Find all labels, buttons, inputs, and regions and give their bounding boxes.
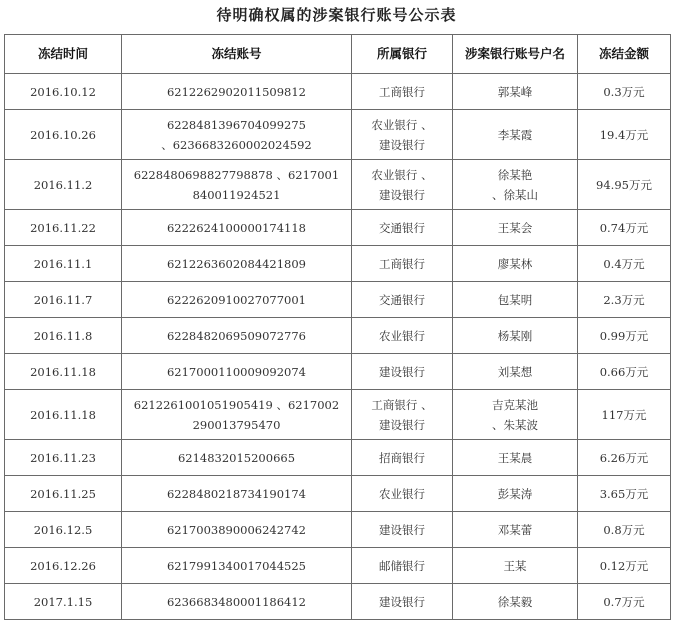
account-holder-cell	[453, 160, 578, 210]
frozen-accounts-table	[4, 34, 671, 620]
account-number-cell	[122, 440, 352, 476]
freeze-amount-cell: 0.99万元	[578, 318, 671, 354]
account-number-cell-line: 6212261001051905419 、6217002	[133, 397, 340, 412]
bank-name-cell-line: 建设银行	[379, 522, 425, 537]
bank-name-cell	[352, 110, 453, 160]
table-row	[5, 318, 671, 354]
table-row	[5, 512, 671, 548]
bank-name-cell	[352, 584, 453, 620]
account-holder-cell	[453, 512, 578, 548]
table-row	[5, 440, 671, 476]
account-number-cell-line: 、6236683260002024592	[161, 137, 312, 152]
account-holder-cell	[453, 74, 578, 110]
account-holder-cell	[453, 354, 578, 390]
account-number-cell-line: 6228480698827798878 、6217001	[133, 167, 340, 182]
account-number-cell-line: 6212263602084421809	[166, 256, 307, 271]
freeze-date-cell: 2016.11.22	[5, 210, 122, 246]
account-number-cell	[122, 318, 352, 354]
account-number-cell	[122, 548, 352, 584]
table-row	[5, 354, 671, 390]
freeze-amount-cell: 0.8万元	[578, 512, 671, 548]
table-row	[5, 246, 671, 282]
bank-name-cell	[352, 440, 453, 476]
account-number-cell	[122, 584, 352, 620]
bank-name-cell	[352, 548, 453, 584]
account-holder-cell	[453, 548, 578, 584]
freeze-date-cell: 2016.10.12	[5, 74, 122, 110]
account-number-cell	[122, 74, 352, 110]
account-number-cell	[122, 476, 352, 512]
bank-name-cell-line: 工商银行 、	[371, 397, 433, 412]
bank-name-cell	[352, 476, 453, 512]
bank-name-cell	[352, 512, 453, 548]
account-number-cell-line: 6228480218734190174	[166, 486, 307, 501]
account-holder-cell-line: 、朱某波	[492, 417, 538, 432]
account-holder-cell-line: 王某会	[497, 220, 533, 235]
freeze-date-cell: 2017.1.15	[5, 584, 122, 620]
freeze-date-cell: 2016.12.5	[5, 512, 122, 548]
account-holder-cell	[453, 390, 578, 440]
bank-name-cell	[352, 160, 453, 210]
bank-name-cell	[352, 282, 453, 318]
freeze-date-cell: 2016.11.7	[5, 282, 122, 318]
account-number-cell-line: 6228481396704099275	[166, 117, 307, 132]
freeze-date-cell: 2016.11.18	[5, 354, 122, 390]
account-number-cell	[122, 390, 352, 440]
page-title: 待明确权属的涉案银行账号公示表	[216, 6, 457, 24]
table-row	[5, 282, 671, 318]
bank-name-cell-line: 邮储银行	[379, 558, 425, 573]
account-number-cell-line: 290013795470	[192, 417, 281, 432]
header-bank: 所属银行	[352, 35, 453, 74]
account-number-cell-line: 6222624100000174118	[166, 220, 307, 235]
account-number-cell-line: 6222620910027077001	[166, 292, 307, 307]
freeze-amount-cell: 0.3万元	[578, 74, 671, 110]
bank-name-cell-line: 农业银行	[379, 486, 425, 501]
account-holder-cell	[453, 210, 578, 246]
freeze-amount-cell: 3.65万元	[578, 476, 671, 512]
account-holder-cell-line: 刘某想	[497, 364, 533, 379]
bank-name-cell-line: 农业银行	[379, 328, 425, 343]
header-freeze-amount: 冻结金额	[578, 35, 671, 74]
account-holder-cell-line: 徐某毅	[497, 594, 533, 609]
freeze-amount-cell: 6.26万元	[578, 440, 671, 476]
freeze-date-cell: 2016.11.8	[5, 318, 122, 354]
table-row	[5, 74, 671, 110]
account-number-cell-line: 6214832015200665	[177, 450, 296, 465]
account-number-cell-line: 840011924521	[192, 187, 281, 202]
account-holder-cell-line: 杨某刚	[497, 328, 533, 343]
bank-name-cell-line: 工商银行	[379, 84, 425, 99]
header-freeze-date: 冻结时间	[5, 35, 122, 74]
account-holder-cell	[453, 282, 578, 318]
bank-name-cell	[352, 390, 453, 440]
table-row	[5, 210, 671, 246]
account-number-cell-line: 6217003890006242742	[166, 522, 307, 537]
account-holder-cell-line: 郭某峰	[497, 84, 533, 99]
bank-name-cell-line: 交通银行	[379, 292, 425, 307]
account-holder-cell-line: 邓某蕾	[497, 522, 533, 537]
account-holder-cell-line: 彭某涛	[497, 486, 533, 501]
account-number-cell	[122, 282, 352, 318]
account-number-cell	[122, 512, 352, 548]
account-number-cell-line: 6217991340017044525	[166, 558, 307, 573]
table-row	[5, 584, 671, 620]
account-holder-cell-line: 李某霞	[497, 127, 533, 142]
bank-name-cell	[352, 210, 453, 246]
account-holder-cell	[453, 440, 578, 476]
account-number-cell	[122, 354, 352, 390]
freeze-date-cell: 2016.11.25	[5, 476, 122, 512]
freeze-amount-cell: 0.74万元	[578, 210, 671, 246]
freeze-date-cell: 2016.12.26	[5, 548, 122, 584]
bank-name-cell-line: 建设银行	[379, 137, 425, 152]
account-number-cell-line: 6228482069509072776	[166, 328, 307, 343]
account-holder-cell-line: 廖某林	[497, 256, 533, 271]
account-number-cell	[122, 110, 352, 160]
bank-name-cell	[352, 74, 453, 110]
account-holder-cell-line: 王某	[503, 558, 527, 573]
bank-name-cell-line: 工商银行	[379, 256, 425, 271]
freeze-amount-cell: 0.12万元	[578, 548, 671, 584]
freeze-amount-cell: 0.4万元	[578, 246, 671, 282]
account-number-cell-line: 6212262902011509812	[166, 84, 307, 99]
account-holder-cell-line: 、徐某山	[492, 187, 538, 202]
account-holder-cell	[453, 246, 578, 282]
bank-name-cell-line: 农业银行 、	[371, 117, 433, 132]
freeze-amount-cell: 117万元	[578, 390, 671, 440]
table-row	[5, 110, 671, 160]
freeze-date-cell: 2016.11.1	[5, 246, 122, 282]
table-header-row	[5, 35, 671, 74]
bank-name-cell-line: 交通银行	[379, 220, 425, 235]
table-row	[5, 160, 671, 210]
header-freeze-account: 冻结账号	[122, 35, 352, 74]
account-number-cell-line: 6217000110009092074	[166, 364, 307, 379]
account-holder-cell-line: 徐某艳	[497, 167, 533, 182]
bank-name-cell-line: 建设银行	[379, 187, 425, 202]
bank-name-cell	[352, 318, 453, 354]
freeze-date-cell: 2016.10.26	[5, 110, 122, 160]
header-account-holder: 涉案银行账号户名	[453, 35, 578, 74]
table-row	[5, 390, 671, 440]
account-holder-cell	[453, 318, 578, 354]
account-number-cell-line: 6236683480001186412	[166, 594, 307, 609]
freeze-date-cell: 2016.11.23	[5, 440, 122, 476]
bank-name-cell-line: 建设银行	[379, 594, 425, 609]
account-holder-cell	[453, 584, 578, 620]
table-row	[5, 476, 671, 512]
freeze-date-cell: 2016.11.2	[5, 160, 122, 210]
account-number-cell	[122, 246, 352, 282]
bank-name-cell	[352, 354, 453, 390]
bank-name-cell-line: 建设银行	[379, 417, 425, 432]
bank-name-cell	[352, 246, 453, 282]
bank-name-cell-line: 建设银行	[379, 364, 425, 379]
account-holder-cell-line: 包某明	[497, 292, 533, 307]
table-row	[5, 548, 671, 584]
freeze-amount-cell: 0.7万元	[578, 584, 671, 620]
account-holder-cell	[453, 110, 578, 160]
table-body	[5, 74, 671, 620]
freeze-amount-cell: 0.66万元	[578, 354, 671, 390]
account-holder-cell-line: 吉克某池	[492, 397, 538, 412]
freeze-date-cell: 2016.11.18	[5, 390, 122, 440]
freeze-amount-cell: 94.95万元	[578, 160, 671, 210]
account-number-cell	[122, 160, 352, 210]
bank-name-cell-line: 招商银行	[379, 450, 425, 465]
bank-name-cell-line: 农业银行 、	[371, 167, 433, 182]
account-holder-cell	[453, 476, 578, 512]
freeze-amount-cell: 2.3万元	[578, 282, 671, 318]
account-holder-cell-line: 王某晨	[497, 450, 533, 465]
account-number-cell	[122, 210, 352, 246]
freeze-amount-cell: 19.4万元	[578, 110, 671, 160]
